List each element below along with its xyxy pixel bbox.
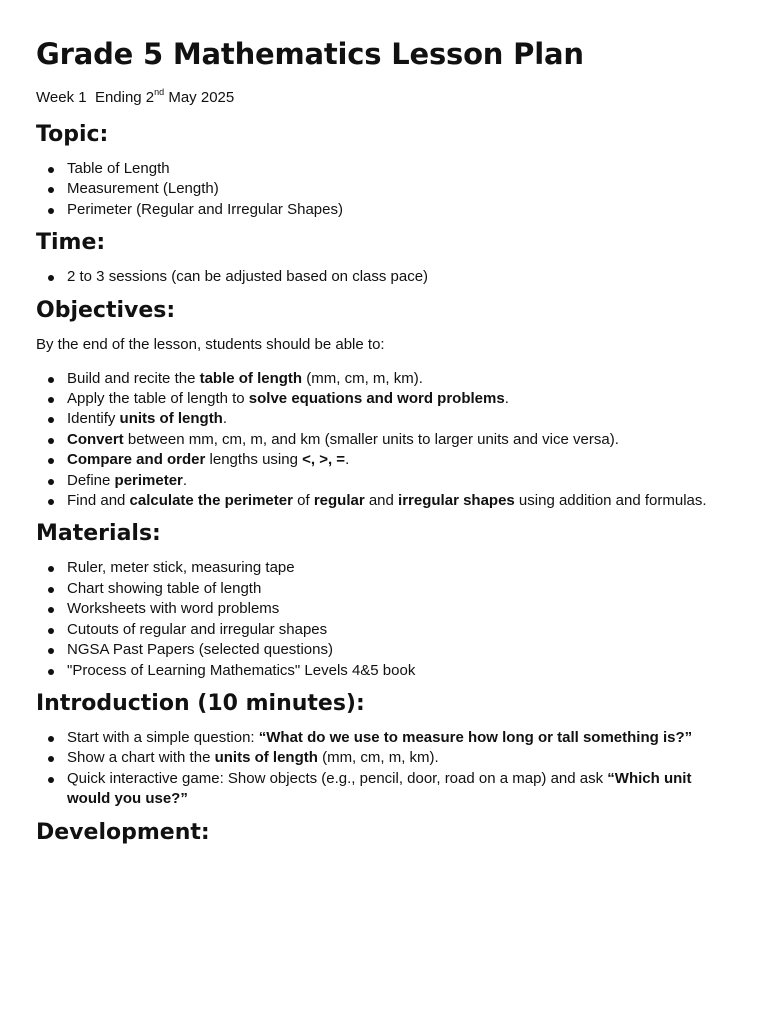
topic-item: Table of Length xyxy=(67,159,732,179)
time-heading: Time: xyxy=(36,230,106,256)
time-list xyxy=(36,267,732,287)
page-title: Grade 5 Mathematics Lesson Plan xyxy=(36,37,584,71)
introduction-heading: Introduction (10 minutes): xyxy=(36,690,365,716)
week-ending-date: May 2025 xyxy=(168,89,235,106)
materials-heading: Materials: xyxy=(36,521,161,547)
material-item: Worksheets with word problems xyxy=(67,599,732,619)
week-ending-suffix: nd xyxy=(154,87,165,97)
time-item: 2 to 3 sessions (can be adjusted based on class pace) xyxy=(67,267,732,287)
objective-item: Convert between mm, cm, m, and km (smaller units to larger units and vice versa). xyxy=(67,430,732,450)
objective-item: Build and recite the table of length (mm, cm, m, km). xyxy=(67,369,732,389)
material-item: Cutouts of regular and irregular shapes xyxy=(67,620,732,640)
topic-item: Measurement (Length) xyxy=(67,179,732,199)
material-item: "Process of Learning Mathematics" Levels 4&5 book xyxy=(67,661,732,681)
topic-heading: Topic: xyxy=(36,122,109,147)
objective-item: Apply the table of length to solve equations and word problems. xyxy=(67,389,732,409)
material-item: Chart showing table of length xyxy=(67,579,732,599)
week-ending: Ending 2 xyxy=(94,89,155,106)
introduction-item: Quick interactive game: Show objects (e.g., pencil, door, road on a map) and ask “Which unit would you use?” xyxy=(67,769,732,810)
objective-item: Define perimeter. xyxy=(67,471,732,491)
objective-item: Compare and order lengths using <, >, =. xyxy=(67,450,732,470)
topic-item: Perimeter (Regular and Irregular Shapes) xyxy=(67,200,732,220)
objectives-list xyxy=(36,369,732,512)
week-label: Week 1 xyxy=(36,89,87,106)
objective-item: Find and calculate the perimeter of regular and irregular shapes using addition and formulas. xyxy=(67,491,732,511)
topic-list xyxy=(36,159,732,220)
introduction-list xyxy=(36,728,732,810)
objectives-heading: Objectives: xyxy=(36,297,176,323)
development-heading: Development: xyxy=(36,819,210,845)
introduction-item: Start with a simple question: “What do we use to measure how long or tall something is?” xyxy=(67,728,732,748)
material-item: Ruler, meter stick, measuring tape xyxy=(67,558,732,578)
introduction-item: Show a chart with the units of length (mm, cm, m, km). xyxy=(67,748,732,768)
objective-item: Identify units of length. xyxy=(67,409,732,429)
week-line xyxy=(36,88,732,108)
materials-list xyxy=(36,558,732,680)
objectives-intro: By the end of the lesson, students should be able to: xyxy=(36,335,385,353)
material-item: NGSA Past Papers (selected questions) xyxy=(67,640,732,660)
